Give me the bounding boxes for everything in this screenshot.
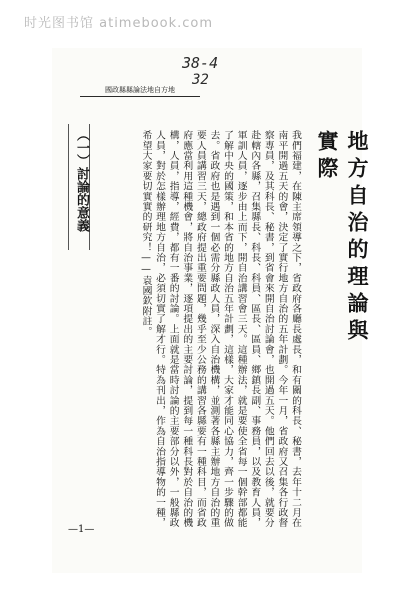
running-header: 國政縣縣論法地自方地 [80,84,200,97]
section-heading: （一）討論的意義 [74,128,89,232]
page-number: —1— [68,524,95,535]
site-watermark: 时光图书馆 atimebook.com [24,16,214,31]
article-title: 地方自治的理論與實際 [315,130,370,346]
article-body: 我們福建，在陳主席領導之下，省政府各廳長處長，和有關的科長、秘書，去年十二月在南平開過五天的會，決定了實行地方自治的五年計劃。今年一月，省政府又召集各行政督察專員，及其科長、秘書，到省會來開自治討論會，也開過五天。他們回去以後，就要分赴轄內各縣，召集縣長、科長、科員、區長、區員、鄉鎮長副、事務員，以及教育人員，軍訓人員，逐步由上而下，開自治講習會三天。這種辦法，就是要使全省每一個幹部都能了解中央的國策，和本省的地方自治五年計劃，這樣，大家才能同心協力，齊一步驟的做去。省政府也是遇到一個必需分縣政人員，深入自治機構，並測著各縣主辦地方自治的重要人員講習三天，總政府提出重要問題，幾乎至少公務的講習各縣要有一種科目，而省政府應當利用這種機會，將自治事業，逐項提出的主要討論，提到每一種科長對於自治的機構，人員，指導，經費，都有一番的討論。上面就是當時討論的主要部分以外，一般縣政人員，對於怎樣辦理地方自治，必須切實了解才行。特為刊出，作為自治指導物的一種，希望大家要切實實的研究！——袁國欽附註。 [140,130,301,528]
document-page [52,48,370,573]
handwritten-page-mark: 32 [192,72,209,88]
handwritten-catalog-number: 38-4 [182,54,219,72]
